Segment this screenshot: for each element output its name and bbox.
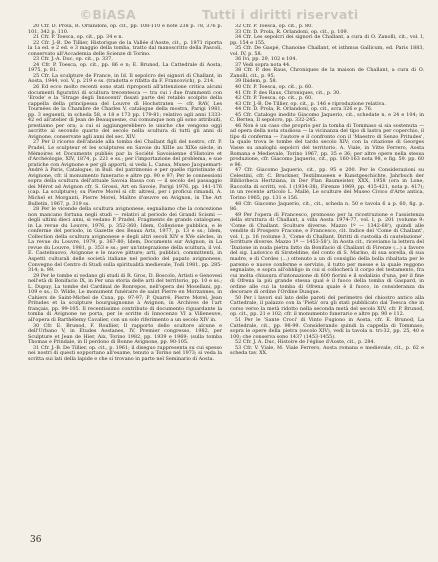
footnote: 24 Cfr. P. Toesca, op. cit., pp. 86 e n; E. Brunod, La Cattedrale di Aosta, 1975, p. 81.: [28, 61, 222, 74]
footnote: 21 Cfr. P. Toesca, op. cit., pp. 34 e n.: [33, 34, 124, 41]
footnote: 30 Cfr. E. Brunod, F. Roullier, Il rapporto dello scultore alcune e dell'Urbano V, in Études Aostanes, IV, Premier congresso, 1982, per Sculpture et Jean de Hier, Aix, Torino 1982, pp. 1939 e 1969; (sulla tomba Thomas e Prindale, in Il perdono di Bonne Avignone, pp. 90-105.: [28, 322, 222, 346]
footnote: 22 Cfr. J.-B. De Tillier, Historique de la Vallée d'Aoste, cit., p. 1971 riporta la 1a ed. e 2 ed. e 3 maggio della tomba, tratto dal manoscritto della Pascoli, conservato all'Accademia delle Scienze di Torino.: [28, 39, 222, 57]
watermark-left: ©BiASA: [79, 7, 137, 22]
footnote: 28 Per le vicende della scultura avignonese, segnaliamo che la concezione non mancano fortuna negli studi — relativi al periodo dei Grandi Scismi — degli ultimi dieci anni, si vedano P. Pradel, Fragments de grands catalogues, in La revue du Louvre, 1976, p. 352-360; Idem, Collezione pubblica, e le conferme del periodo, in Gazette des Beaux Arts, 1977, p. 13 e ss.; Idem, Collection della scultura avignonese e degli altri secoli XIV e XVe siècles, in La revue du Louvre, 1979, p. 367-80; Idem, Documents sur Avignon, in La revue du Louvre, 1981, p. 353 e ss.; per un'integrazione della scultura, il vol. E. Castelnuovo, Avignone e le nuove pitture; arti, pubblici, committenti, in Aspetti culturali delle società italiane nel periodo del papato avignonese, Convegno del Centro di Studi sulla spiritualità medievale, Todi 1981, pp. 285-314; n. 99.: [28, 206, 222, 274]
footnote: 29 Per le tombe si vedano gli studi di R. Gros, D. Boscolo, Artisti e Genovesi nell'età di Bonifacio IX, in Per una storia delle arti del territorio, pp. 10 e ss.; L. Dupuy, La tombe del Cardinal de Bonrepos, nell'opera dei Mosellani, pp. 109 e ss.; D. Wilde, Le monument funéraire de saint Pierre en Morzannes, in Cahiers de Saint-Michel de Cuxa, pp. 97-97; P. Quarré, Pierre Morel, Jean Pritudes et la sculpture bourguignonne à Avignon, in Archives de l'art français, pp. 99-105. Il recentissimo contributo di documento riguardante la tomba di Avignone ne porta, per le scritte di Innocenzo VI a Villeneuve, all'opera di Barthélemy Cavalier, con un solo riferimento a un secolo XIV in.: [28, 272, 222, 323]
footnote: 50 Per i lavori sul lato delle pareti del perimetro del chiostro antico alla Cattedrale, il palazzo con la 'Pietà' ora gli stati pubblicato dal Toesca che in corso verso la metà ridotto nella seconda metà del secolo XIV, cfr. P. Brunod, op. cit., pp. 21 e 102; cfr. il monumento funerario e altre pp. 90 e 112.: [230, 294, 424, 318]
footnote: 41 Cfr. P. des Raus, Chroniques, cit., p. 30.: [235, 89, 341, 96]
footnote: 26 Ed ecco molto recenti sono stati riproposti all'attenzione critica alcuni documenti figurativi di scultura trecentesca — tra cui i due frammenti con 'Erode' e la 'Strage degli Innocenti' fissati parte del retablo scolpito della cappella della principessa del Louvre di Hochstraten — cfr. RAV, Les Tournées de la Chambre de Charles V, catalogue della mostra, Parigi 1981, pp. 3 seguenti, in scheda 58, e 18 e 173 pp. 179-81; relativo agli anni 1333-42 ed all'atelier di Jean de Beauquesne, cui comunque non gli sono attribuiti, prestiamo per ora; a cui si aggiungerebbero le uniche che vengono oggi ascritte al secondo quarto del secolo nella scultura di tutti gli anni di Avignone, conservate agli anni del sec. XIV.: [28, 84, 222, 140]
footnote: 45 Cfr. Catalogo inedito Giacomo Jaquerio, cit., schedate n. e 24 e 104; in C. Bertea, Il sepolcro, pp. 332-245.: [230, 111, 424, 124]
footnote: 38 Cfr. P. des Raus, Chroniques de la maison de Challant, a cura di O. Zanolli, cit., p. 95.: [230, 67, 424, 79]
footnote: 23 Cfr. J.-A. Duc, op. cit., p. 337.: [33, 56, 113, 63]
footnote: 33 Cfr. D. Prola, R. Orlandoni, op. cit., p. 109.: [235, 28, 349, 35]
footnote: 44 Cfr. D. Prola, R. Orlandoni, op. cit., scra 326 e p. 76.: [235, 106, 373, 113]
footnote: 37 Vedi sopra nota 44.: [235, 61, 291, 68]
footnote-columns: [28, 24, 424, 532]
watermark: [0, 7, 438, 22]
footnote: 49 Per l'opera di Francesco, promosso per la ricostruzione e l'assistenza della struttura di Challant, a villa Aosta 1974-77, vol. I, p. 201 (volume 9: 'Come di Challant. Sculture diverse. Mazzo 1º — 1342-68'), quindi alle vendite di Prospero Fracone, e Francesco, cit. Indice del 'Come di Challant', vol. I, p. 16 (volume 3, 'Come di Challant. Diritti di custodia di cautelazione'. Scritture diverse. Mazzo 1º — 1453-58'). In Aosta cit., riceviamo la lettera del 'Dazione in nuda pietra fatto da Bonifacio di Challant di Firenze (...) a favore del sig. Ludovico di Sirsteldine, del conto di S. Marino, di sua sorella, di sua madre, e di Cordes (...) ottenuto a un di consiglio della bolla ribaltata per le paremo e nuove conferme e servizio, il tutto per messe e la quale reggono segnalate, e sopra all'obbligo in cui si collocherà il corpo del testamento, fra cui molta chiusura d'intonazione di 600 fiorini e il sodalizio d'una, per il fine di Ofrena la più grande stessa qual è il fuoco della tomba di Gaspard, in ordine alle cui la tomba di Ofrena quale è il fuoco, in consideranza da decorare di ordine l'Ordine Dunque.: [230, 211, 424, 296]
footnote: 48 Cfr. Giacomo Jaquerio, cit., cit., scheda n. 50 e tavola 6 a p. 60, fig. p. 86.: [230, 200, 424, 213]
footnote: 47 Cfr. Giacomo Jaquerio, cit., pp. 95 e 200. Per le Considerazioni su Celestini, cfr. C. Bruckner, Textilmuseen e Kunstgeschichte, Jahrbuch der Bibliotheca Hertziana, in Der Plan Baumeister, XXX, 1958 (ora in Lone, Raccolta di scritti, vol. I (1934-38), Firenze 1969, pp. 415-421, nota p. 417); in un recente articolo L. Mallé, Le sculture del Museo Civico d'Arte antica, Torino 1965, pp. 131 e 156.: [230, 167, 424, 201]
footnote: 51 Per le 'Sante Croci' di Vinto Fugiono in Aosta, cfr. E. Brunod, La Cattedrale, cit., pp. 98-99. Considerando quindi la cappella di Tommaso, sopra le opere della pietra (secolo XIV), vedi la tavola n. tri-32, pp. 25, 40 e 100; che conserva sono 1437 (1453-1455).: [230, 316, 424, 340]
page-number: 36: [30, 535, 42, 545]
footnote: 25 Cfr. La sculpture de France, in Id. Il sepolcro dei signori di Challant, in Aosta, 1944, vol. V, p. 219 e ss. (tradotta e rifatta da F. Francovich), p. 214.: [28, 72, 222, 85]
footnote: 52 Cfr. J. A. Duc, Histoire de l'église d'Aoste, cit., p. 284.: [235, 339, 376, 346]
footnote: 43 Cfr. J.-B. De Tillier, op. cit., p. 146 e riproduzione relativa.: [235, 100, 386, 107]
watermark-right: Tutti i diritti riservati: [202, 7, 359, 22]
footnote: 20 Cfr. D. Prola, R. Orlandoni, op. cit., pp. 108-110 e note 238 p. 78, 376 p. 101, 342 p. 110.: [28, 24, 222, 35]
left-footnote-column: [28, 24, 222, 532]
footnote: 46 Non è un caso che proprio per la tomba di Tommaso si sia sostenuta — ad opera della nota studiosa — la vicinanza del tipo di lastra per coperchio, il tipo di conferma — l'autore e il confronto con il 'Maestro di Senzo Pritudes', la quale trova le tombe del tardo secolo XIV; con la citazione di Georges Vasse su analoghi sepolcri del territorio, A. Viale, in Vitte Ferrero, Aosta Romana e Medievale, Torino 1967, pp. 35 e 36; per altre opere nella stessa produzione, cfr. Giacomo Jaquerio, cit., pp. 160-163 nota 98, e fig. 59. pp. 60 e 96.: [230, 122, 424, 168]
footnote: 27 Per il ricorso dell'abside alla tomba dei Challant figli del nostro, cfr. P. Pradel, Le sculpteur et les sculptures en Savoie du XIIIe au XIXe siècle, in Mémoires et Documents publiés par la Société Savoisienne d'Histoire et d'Archéologie, XIV, 1874, p. 221 e ss.; per l'importazione del problema, e sue pratiche con Avignone e per gli apporti, si veda L. Cansa, Museo Jacquemart-André à Paris, Catalogue, in Bull. del patrimonio e per quelle ripristinate di Avignone, cfr. il monumento funerario e altre pp. 90 e 97; Per le connessioni sopra della scultura dell'attuale Savoia Bassa con — il secolo del passaggio dei Mérot ad Avignon cfr. S. Grossi, Art en Savoie, Parigi 1976, pp. 141-176 (cap. La sculpture); su Pierre Morel si cfr. altresì, per i proficui rimandi, A. Michel et Morganti, Pierre Morel, Maître d'œuvre en Avignon, in The Art Bulletin, 1967, p. 319 ss.: [28, 139, 222, 207]
right-footnote-column: [230, 24, 424, 532]
footnote: 31 Cfr. J.-B. De Tillier, op. cit., p. 1961; il diseguo rappresenta su cui spesso nei nostri di questi sopportano all'esame, tenuto a Torino nel 1973; si veda la scritta sui lati della lapide e che si trovano in parte nel Seminario di Aosta.: [28, 344, 222, 362]
footnote: 36 Ivi, pp. 29, 102 e 104.: [235, 56, 298, 63]
footnote: 42 Cfr. P. Toesca, op. cit., p. 60.: [235, 95, 313, 102]
footnote: 40 Cfr. P. Toesca, op. cit., p. 60.: [235, 84, 313, 91]
footnote: 39 Ibidem, p. 58.: [235, 78, 278, 85]
footnote: 32 Cfr. P. Toesca, op. cit., p. 80.: [235, 24, 313, 29]
footnote: 53 Cfr. V. Viale, M. Viale Ferrero, Aosta romana e medievale, cit., p. 62 e scheda tav. XX.: [230, 344, 424, 357]
footnote: 34 Cfr. Les sepolcri dei signori de Challant, a cura di O. Zanolli, cit., vol. I, pp. 154 e 155.: [230, 34, 424, 46]
footnote: 35 Cfr. De Gaspé, Chanoine Challant, et isthmus Gallicum, ed. Paris 1883, vol. IV, p. 58.: [230, 45, 424, 57]
